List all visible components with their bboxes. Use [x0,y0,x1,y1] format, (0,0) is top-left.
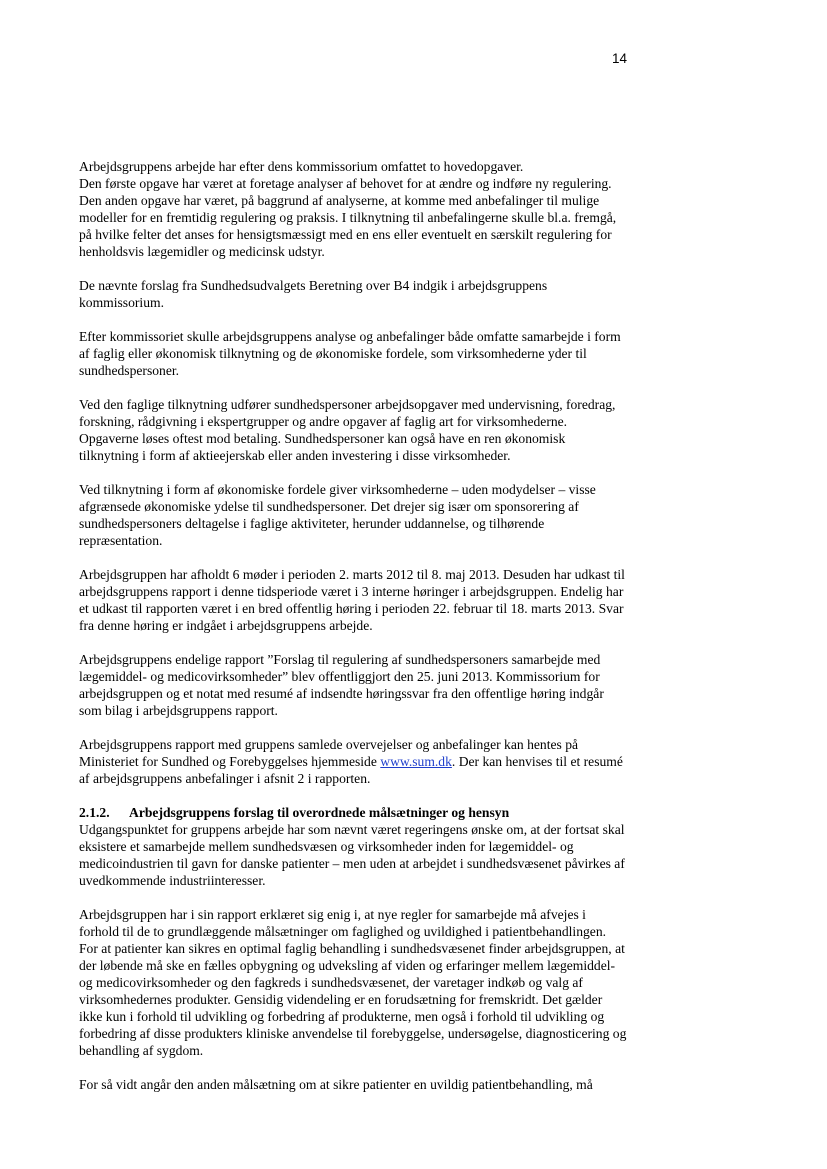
section-title: Arbejdsgruppens forslag til overordnede målsætninger og hensyn [129,805,510,820]
paragraph-intro: Arbejdsgruppens arbejde har efter dens kommissorium omfattet to hovedopgaver. [79,159,524,174]
sum-dk-link[interactable]: www.sum.dk [380,754,452,769]
page-body [79,158,627,1110]
paragraph-starting-point: Udgangspunktet for gruppens arbejde har som nævnt været regeringens ønske om, at der fortsat skal eksistere et samarbejde mellem sundhedsvæsen og virksomheder inden for lægemiddel- og medicoindustrien til gavn for danske patienter – men uden at arbejdet i sundhedsvæsenet påvirkes af uvedkommende industriinteresser. [79,822,625,888]
paragraph-meetings: Arbejdsgruppen har afholdt 6 møder i perioden 2. marts 2012 til 8. maj 2013. Desuden har udkast til arbejdsgruppens rapport i denne tidsperiode været i 3 interne høringer i arbejdsgruppen. Endelig har et udkast til rapporten været i en bred offentlig høring i perioden 22. februar til 18. marts 2013. Svar fra denne høring er indgået i arbejdsgruppens arbejde. [79,567,625,633]
paragraph-professional-affiliation: Ved den faglige tilknytning udfører sundhedspersoner arbejdsopgaver med undervisning, foredrag, forskning, rådgivning i ekspertgrupper og andre opgaver af faglig art for virksomhederne. Opgaverne løses oftest mod betaling. Sundhedspersoner kan også have en ren økonomisk tilknytning i form af aktieejerskab eller anden investering i disse virksomheder. [79,397,616,463]
paragraph-b4-proposals: De nævnte forslag fra Sundhedsudvalgets Beretning over B4 indgik i arbejdsgruppens kommissorium. [79,278,548,310]
link-paragraph-after: . Der kan henvises til et resumé af arbejdsgruppens anbefalinger i afsnit 2 i rapporten. [79,754,623,786]
paragraph-economic-benefits: Ved tilknytning i form af økonomiske fordele giver virksomhederne – uden modydelser – visse afgrænsede økonomiske ydelse til sundhedspersoner. Det drejer sig især om sponsorering af sundhedspersoners deltagelse i faglige aktiviteter, herunder uddannelse, og tilhørende repræsentation. [79,482,596,548]
paragraph-final-report: Arbejdsgruppens endelige rapport ”Forslag til regulering af sundhedspersoners samarbejde med lægemiddel- og medicovirksomheder” blev offentliggjort den 25. juni 2013. Kommissorium for arbejdsgruppen og et notat med resumé af indsendte høringssvar fra den offentlige høring indgår som bilag i arbejdsgruppens rapport. [79,652,604,718]
page-number: 14 [611,51,627,66]
section-number: 2.1.2. [79,805,110,820]
paragraph-report-download [79,736,627,787]
paragraph-impartiality: For så vidt angår den anden målsætning om at sikre patienter en uvildig patientbehandling, må [79,1077,593,1092]
section-heading [79,804,627,821]
paragraph-mandate-scope: Efter kommissoriet skulle arbejdsgruppens analyse og anbefalinger både omfatte samarbejde i form af faglig eller økonomisk tilknytning og de økonomiske fordele, som virksomhederne yder til sundhedspersoner. [79,329,621,378]
paragraph-objectives: Arbejdsgruppen har i sin rapport erklæret sig enig i, at nye regler for samarbejde må afvejes i forhold til de to grundlæggende målsætninger om faglighed og uvildighed i patientbehandlingen. For at patienter kan sikres en optimal faglig behandling i sundhedsvæsenet finder arbejdsgruppen, at der løbende må ske en fælles opbygning og udveksling af viden og erfaringer mellem lægemiddel- og medicovirksomheder og den fagkreds i sundhedsvæsenet, der varetager indkøb og valg af virksomhedernes produkter. Gensidig videndeling er en forudsætning for fremskridt. Det gælder ikke kun i forhold til udvikling og forbedring af produkterne, men også i forhold til udvikling og forbedring af disse produkters kliniske anvendelse til forebyggelse, undersøgelse, diagnosticering og behandling af sygdom. [79,907,627,1058]
paragraph-tasks: Den første opgave har været at foretage analyser af behovet for at ændre og indføre ny regulering. Den anden opgave har været, på baggrund af analyserne, at komme med anbefalinger til mulige modeller for en fremtidig regulering og praksis. I tilknytning til anbefalingerne skulle bl.a. fremgå, på hvilke felter det anses for hensigtsmæssigt med en ens eller eventuelt en særskilt regulering for henholdsvis lægemidler og medicinsk udstyr. [79,176,617,259]
link-paragraph-before: Arbejdsgruppens rapport med gruppens samlede overvejelser og anbefalinger kan hentes på Ministeriet for Sundhed og Forebyggelses hjemmeside [79,737,579,769]
